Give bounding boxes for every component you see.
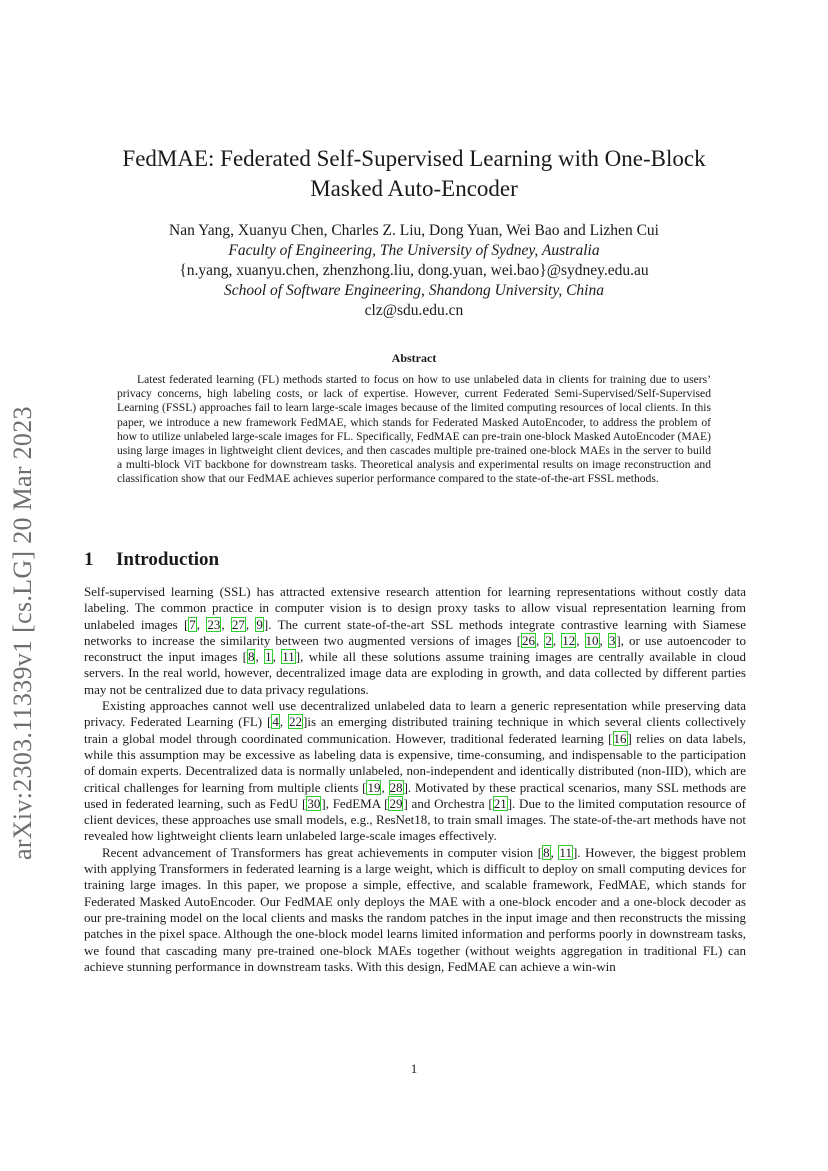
citation-link[interactable]: 11 — [559, 844, 572, 860]
citation-link[interactable]: 11 — [282, 649, 295, 665]
citation-link[interactable]: 22 — [289, 714, 302, 730]
text-run: ]is an emerging distributed training technique in which several clients collectively train a global model through coordinated communication. However, traditional federated learning [ — [84, 714, 747, 746]
citation-link[interactable]: 3 — [608, 632, 616, 648]
citation-link[interactable]: 7 — [189, 616, 196, 632]
author-names: Nan Yang, Xuanyu Chen, Charles Z. Liu, Dong Yuan, Wei Bao and Lizhen Cui — [169, 222, 659, 239]
citation-link[interactable]: 27 — [231, 616, 245, 632]
citation-link[interactable]: 12 — [562, 632, 576, 648]
text-run: ], while all these solutions assume training images are centrally available in cloud servers. In the real world, however, decentralized image data are exploding in growth, and data collected by different parties may not be centralized due to data privacy regulations. — [84, 649, 747, 697]
text-run: ] relies on data labels, while this assumption may be excessive as labeling data is expensive, time-consuming, and indispensable to the participation of domain experts. Decentralized data is normally unlabeled, non-independent and identically distributed (non-IID), which are critical challenges for learning from multiple clients [ — [84, 730, 746, 795]
text-run: Self-supervised learning (SSL) has attracted extensive research attention for learning representations without costly data labeling. The common practice in computer vision is to design proxy tasks to allow visual representation learning from unlabeled images [ — [84, 584, 746, 632]
text-run: ]. However, the biggest problem with applying Transformers in federated learning is a large weight, which is difficult to deploy on small computing devices for training large images. In this paper, we propose a simple, effective, and scalable framework, FedMAE, which stands for Federated Masked AutoEncoder. Our FedMAE only deploys the MAE with a one-block encoder and a one-block decoder as our pre-training model on the local clients and masks the random patches in the input image and then reconstructs the missing patches in the pixel space. Although the one-block model learns limited information and performs poorly in downstream tasks, we found that cascading many pre-trained one-block MAEs together (without weights aggregation in traditional FL) can achieve stunning performance in downstream tasks. With this design, FedMAE can achieve a win-win — [84, 844, 747, 974]
paragraph: Recent advancement of Transformers has great achievements in computer vision [8, 11]. However, the biggest problem with applying Transformers in federated learning is a large weight, which is difficult to deploy on small computing devices for training large images. In this paper, we propose a simple, effective, and scalable framework, FedMAE, which stands for Federated Masked AutoEncoder. Our FedMAE only deploys the MAE with a one-block encoder and a one-block decoder as our pre-training model on the local clients and masks the random patches in the input image and then reconstructs the missing patches in the pixel space. Although the one-block model learns limited information and performs poorly in downstream tasks, we found that cascading many pre-trained one-block MAEs together (without weights aggregation in traditional FL) can achieve stunning performance in downstream tasks. With this design, FedMAE can achieve a win-win — [84, 844, 747, 974]
affiliation-sydney: Faculty of Engineering, The University of Sydney, Australia — [228, 242, 600, 259]
section-number: 1 — [84, 549, 94, 570]
text-run: ]. Due to the limited computation resource of client devices, these approaches use small models, e.g., ResNet18, to train small images. The state-of-the-art methods have not revealed how lightweight clients learn unlabeled large-scale images effectively. — [84, 795, 746, 844]
citation-link[interactable]: 9 — [256, 616, 263, 632]
text-run: ] and Orchestra [ — [403, 795, 493, 811]
email-sydney: {n.yang, xuanyu.chen, zhenzhong.liu, dong.yuan, wei.bao}@sydney.edu.au — [179, 262, 649, 279]
citation-link[interactable]: 8 — [543, 844, 550, 860]
paper-title: FedMAE: Federated Self-Supervised Learning with One-Block Masked Auto-Encoder — [122, 146, 706, 201]
text-run: ]. The current state-of-the-art SSL methods integrate contrastive learning with Siamese networks to increase the similarity between two augmented versions of images [ — [84, 616, 746, 648]
citation-link[interactable]: 26 — [522, 632, 536, 648]
abstract — [117, 373, 711, 487]
affiliation-shandong: School of Software Engineering, Shandong University, China — [223, 282, 604, 299]
citation-link[interactable]: 19 — [367, 779, 381, 795]
text-run: ]. Motivated by these practical scenarios, many SSL methods are used in federated learning, such as FedU [ — [84, 779, 747, 811]
citation-link[interactable]: 28 — [389, 779, 403, 795]
citation-link[interactable]: 8 — [247, 649, 255, 665]
citation-link[interactable]: 4 — [272, 714, 279, 730]
paragraph: Existing approaches cannot well use decentralized unlabeled data to learn a generic representation while preserving data privacy. Federated Learning (FL) [4, 22]is an emerging distributed training technique in which several clients collectively train a global model through coordinated communication. However, traditional federated learning [16] relies on data labels, while this assumption may be excessive as labeling data is expensive, time-consuming, and indispensable to the participation of domain experts. Decentralized data is normally unlabeled, non-independent and identically distributed (non-IID), which are critical challenges for learning from multiple clients [19, 28]. Motivated by these practical scenarios, many SSL methods are used in federated learning, such as FedU [30], FedEMA [29] and Orchestra [21]. Due to the limited computation resource of client devices, these approaches use small models, e.g., ResNet18, to train small images. The state-of-the-art methods have not revealed how lightweight clients learn unlabeled large-scale images effectively. — [84, 698, 747, 844]
text-run: Recent advancement of Transformers has great achievements in computer vision [ — [102, 844, 543, 860]
citation-link[interactable]: 29 — [389, 795, 403, 811]
citation-link[interactable]: 30 — [307, 795, 321, 811]
citation-link[interactable]: 21 — [493, 795, 507, 811]
page-number: 1 — [410, 1061, 418, 1076]
citation-link[interactable]: 10 — [585, 632, 599, 648]
citation-link[interactable]: 1 — [265, 649, 272, 665]
citation-link[interactable]: 23 — [207, 616, 221, 632]
citation-link[interactable]: 2 — [545, 632, 552, 648]
email-shandong: clz@sdu.edu.cn — [364, 302, 464, 319]
abstract-text: Latest federated learning (FL) methods started to focus on how to use unlabeled data in clients for training due to users’ privacy concerns, high labeling costs, or lack of expertise. However, current Federated Semi-Supervised/Self-Supervised Learning (FSSL) approaches fail to learn large-scale images because of the limited computing resources of local clients. In this paper, we introduce a new framework FedMAE, which stands for Federated Masked AutoEncoder, to address the problem of how to utilize unlabeled large-scale images for FL. Specifically, FedMAE can pre-train one-block Masked AutoEncoder (MAE) using large images in lightweight client devices, and then cascades multiple pre-trained one-block MAEs in the server to build a multi-block ViT backbone for downstream tasks. Theoretical analysis and experimental results on image reconstruction and classification show that our FedMAE achieves superior performance compared to the state-of-the-art FSSL methods. — [117, 373, 711, 486]
abstract-heading: Abstract — [391, 351, 437, 365]
author-block — [84, 221, 744, 321]
paragraph: Self-supervised learning (SSL) has attracted extensive research attention for learning representations without costly data labeling. The common practice in computer vision is to design proxy tasks to allow visual representation learning from unlabeled images [7, 23, 27, 9]. The current state-of-the-art SSL methods integrate contrastive learning with Siamese networks to increase the similarity between two augmented versions of images [26, 2, 12, 10, 3], or use autoencoder to reconstruct the input images [8, 1, 11], while all these solutions assume training images are centrally available in cloud servers. In the real world, however, decentralized image data are exploding in growth, and data collected by different parties may not be centralized due to data privacy regulations. — [84, 584, 747, 697]
text-run: ], FedEMA [ — [321, 795, 389, 811]
citation-link[interactable]: 16 — [613, 730, 627, 746]
section-heading — [84, 549, 219, 571]
intro-body — [84, 584, 746, 975]
arxiv-side-stamp — [8, 360, 48, 860]
section-title: Introduction — [116, 549, 220, 570]
text-run: ], or use autoencoder to reconstruct the input images [ — [84, 632, 747, 665]
text-run: Existing approaches cannot well use decentralized unlabeled data to learn a generic representation while preserving data privacy. Federated Learning (FL) [ — [84, 698, 746, 730]
arxiv-id: arXiv:2303.11339v1 [cs.LG] 20 Mar 2023 — [8, 406, 37, 860]
